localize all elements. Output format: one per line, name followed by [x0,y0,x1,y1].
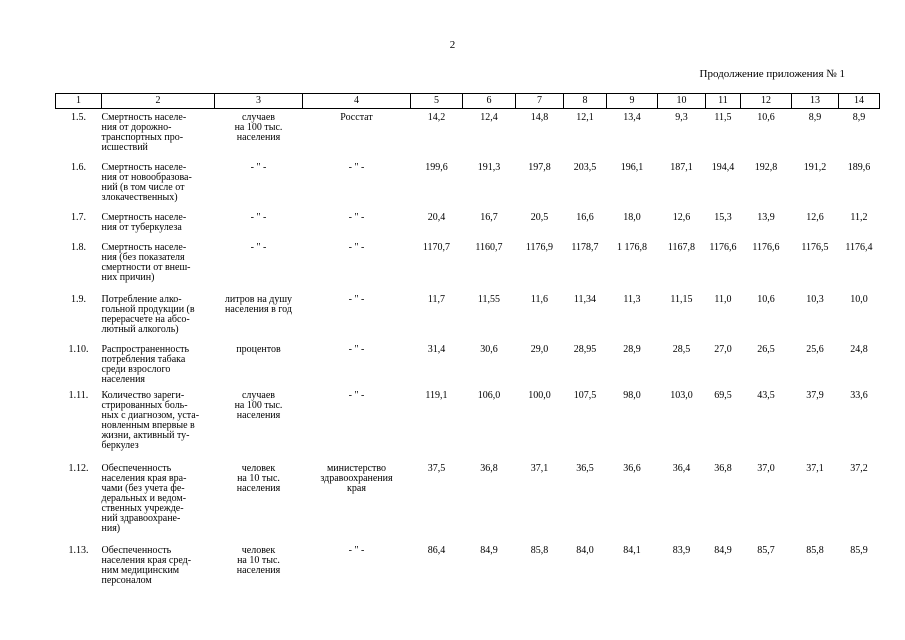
value-cell [792,544,839,596]
value-cell-text: 15,3 [714,211,732,223]
value-cell [839,241,880,293]
value-cell [463,109,516,161]
value-cell [516,211,564,241]
row-number-text: 1.6. [71,161,86,173]
header-row [56,94,880,109]
value-cell-text: 84,0 [576,544,594,556]
value-cell [741,211,792,241]
source-cell-text: министерство здравоохранения края [320,462,393,494]
value-cell [411,241,463,293]
value-cell [792,293,839,343]
value-cell [516,389,564,462]
value-cell [564,544,607,596]
unit-cell [215,211,303,241]
value-cell [658,389,706,462]
value-cell-text: 28,5 [672,343,691,355]
value-cell-text: 31,4 [427,343,446,355]
indicator-name [102,462,215,544]
indicator-name-text: Смертность населе- ния от новообразова- ний (в том числе от злокачественных) [101,161,192,203]
indicator-name [102,343,215,389]
value-cell [607,109,658,161]
row-number-text: 1.12. [68,462,89,474]
column-header-6: 6 [463,94,516,109]
value-cell [607,462,658,544]
value-cell [564,389,607,462]
value-cell [607,211,658,241]
source-cell-text: - " - [348,161,365,173]
value-cell-text: 28,95 [573,343,597,355]
value-cell-text: 25,6 [806,343,824,355]
value-cell-text: 69,5 [714,389,732,401]
row-number [56,544,102,596]
column-header-7: 7 [516,94,564,109]
value-cell [706,109,741,161]
value-cell-text: 83,9 [672,544,691,556]
value-cell-text: 85,8 [806,544,824,556]
table-row [56,293,880,343]
row-number [56,211,102,241]
value-cell-text: 33,6 [850,389,868,401]
value-cell-text: 10,6 [757,293,775,305]
value-cell-text: 11,2 [850,211,868,223]
data-table [55,93,880,596]
unit-cell-text: человек на 10 тыс. населения [236,544,281,576]
table-row [56,462,880,544]
value-cell-text: 1176,4 [845,241,873,253]
value-cell [463,544,516,596]
value-cell-text: 37,1 [806,462,824,474]
value-cell-text: 1176,5 [801,241,829,253]
unit-cell-text: человек на 10 тыс. населения [236,462,281,494]
row-number-text: 1.8. [71,241,86,253]
value-cell-text: 36,8 [480,462,498,474]
row-number-text: 1.13. [68,544,89,556]
value-cell-text: 86,4 [427,544,446,556]
value-cell [516,109,564,161]
value-cell-text: 191,2 [803,161,827,173]
value-cell [658,293,706,343]
value-cell [607,241,658,293]
table-body [56,109,880,596]
indicator-name [102,293,215,343]
value-cell [516,343,564,389]
column-header-3: 3 [215,94,303,109]
value-cell-text: 37,0 [757,462,775,474]
value-cell-text: 85,8 [530,544,549,556]
unit-cell [215,462,303,544]
value-cell [564,109,607,161]
value-cell-text: 192,8 [754,161,778,173]
value-cell-text: 13,4 [623,112,641,123]
unit-cell-text: литров на душу населения в год [224,293,293,315]
row-number [56,343,102,389]
value-cell-text: 20,5 [530,211,549,223]
value-cell-text: 16,6 [576,211,594,223]
value-cell [741,241,792,293]
value-cell [607,161,658,211]
value-cell [607,544,658,596]
value-cell-text: 84,9 [714,544,732,556]
unit-cell [215,544,303,596]
table-row [56,343,880,389]
value-cell-text: 84,1 [623,544,641,556]
indicator-name [102,161,215,211]
value-cell [741,293,792,343]
value-cell [706,462,741,544]
value-cell-text: 36,6 [623,462,641,474]
value-cell [839,462,880,544]
value-cell-text: 119,1 [425,389,448,401]
source-cell [303,241,411,293]
value-cell [607,389,658,462]
value-cell [839,544,880,596]
value-cell-text: 1170,7 [422,241,451,253]
value-cell-text: 36,5 [576,462,594,474]
indicator-name [102,241,215,293]
unit-cell [215,389,303,462]
value-cell-text: 8,9 [808,112,822,123]
indicator-name [102,211,215,241]
value-cell-text: 37,1 [530,462,549,474]
value-cell-text: 24,8 [850,343,868,355]
row-number [56,462,102,544]
indicator-name-text: Смертность населе- ния от туберкулеза [101,211,187,233]
value-cell [607,293,658,343]
value-cell [463,211,516,241]
value-cell [463,462,516,544]
source-cell-text: - " - [348,343,365,355]
value-cell [706,544,741,596]
value-cell-text: 100,0 [528,389,551,401]
value-cell [741,389,792,462]
value-cell [792,343,839,389]
source-cell [303,293,411,343]
value-cell [411,109,463,161]
column-header-12: 12 [741,94,792,109]
unit-cell-text: случаев на 100 тыс. населения [234,389,283,421]
value-cell-text: 18,0 [623,211,641,223]
value-cell-text: 11,7 [427,293,446,305]
value-cell [564,211,607,241]
value-cell [463,293,516,343]
value-cell [658,462,706,544]
value-cell-text: 11,15 [670,293,693,305]
page-number: 2 [449,39,456,51]
unit-cell-text: случаев на 100 тыс. населения [234,112,283,143]
value-cell-text: 196,1 [620,161,644,173]
value-cell-text: 11,6 [530,293,549,305]
value-cell-text: 11,3 [623,293,641,305]
value-cell-text: 10,6 [757,112,775,123]
value-cell-text: 1 176,8 [617,241,647,253]
indicator-name-text: Обеспеченность населения края вра- чами (без учета фе- деральных и ведом- ственных учрежде- ний здравоохране- ния) [101,462,187,534]
value-cell [839,211,880,241]
value-cell-text: 30,6 [480,343,498,355]
source-cell-text: - " - [348,389,365,401]
table-row [56,109,880,161]
value-cell [792,389,839,462]
value-cell [516,241,564,293]
value-cell-text: 1176,9 [525,241,554,253]
indicator-name-text: Обеспеченность населения края сред- ним медицинским персоналом [101,544,192,586]
value-cell [658,161,706,211]
value-cell [706,241,741,293]
value-cell-text: 10,3 [806,293,824,305]
value-cell [658,343,706,389]
value-cell [658,109,706,161]
value-cell-text: 37,5 [427,462,446,474]
value-cell-text: 191,3 [477,161,501,173]
value-cell [792,161,839,211]
column-header-1: 1 [56,94,102,109]
value-cell-text: 43,5 [757,389,775,401]
unit-cell [215,343,303,389]
value-cell-text: 27,0 [714,343,732,355]
value-cell-text: 10,0 [850,293,868,305]
unit-cell [215,293,303,343]
value-cell [706,293,741,343]
value-cell-text: 107,5 [573,389,597,401]
value-cell-text: 189,6 [847,161,871,173]
row-number [56,161,102,211]
unit-cell-text: - " - [250,241,267,253]
value-cell-text: 8,9 [852,112,866,123]
value-cell-text: 14,8 [530,112,549,123]
unit-cell [215,161,303,211]
source-cell-text: - " - [348,544,365,556]
value-cell [564,293,607,343]
value-cell-text: 194,4 [711,161,735,173]
value-cell [658,241,706,293]
row-number-text: 1.11. [68,389,89,401]
value-cell [741,544,792,596]
value-cell-text: 11,55 [477,293,501,305]
row-number [56,109,102,161]
value-cell-text: 1178,7 [571,241,599,253]
source-cell [303,211,411,241]
indicator-name [102,544,215,596]
value-cell-text: 20,4 [427,211,446,223]
value-cell-text: 37,2 [850,462,868,474]
value-cell-text: 14,2 [427,112,446,123]
value-cell-text: 1176,6 [709,241,737,253]
value-cell [516,161,564,211]
value-cell-text: 36,8 [714,462,732,474]
value-cell-text: 12,6 [672,211,691,223]
row-number-text: 1.7. [71,211,86,223]
value-cell [741,109,792,161]
column-header-10: 10 [658,94,706,109]
source-cell-text: Росстат [340,112,373,123]
table-row [56,389,880,462]
value-cell [706,389,741,462]
value-cell [564,161,607,211]
source-cell [303,161,411,211]
value-cell [564,241,607,293]
value-cell [706,211,741,241]
source-cell [303,544,411,596]
value-cell-text: 26,5 [757,343,775,355]
row-number [56,389,102,462]
row-number [56,241,102,293]
value-cell-text: 85,9 [850,544,868,556]
value-cell [741,161,792,211]
value-cell-text: 28,9 [623,343,641,355]
unit-cell-text: - " - [250,211,267,223]
row-number-text: 1.9. [71,293,86,305]
value-cell [411,462,463,544]
row-number-text: 1.10. [68,343,89,355]
value-cell [411,161,463,211]
unit-cell-text: процентов [236,343,281,355]
value-cell-text: 84,9 [480,544,498,556]
value-cell-text: 1167,8 [667,241,696,253]
value-cell [792,109,839,161]
value-cell [516,293,564,343]
indicator-name-text: Смертность населе- ния от дорожно- транспортных про- исшествий [101,112,187,153]
indicator-name [102,109,215,161]
value-cell-text: 98,0 [623,389,641,401]
value-cell [516,544,564,596]
value-cell [607,343,658,389]
value-cell-text: 1176,6 [752,241,780,253]
table-row [56,211,880,241]
value-cell-text: 36,4 [672,462,691,474]
value-cell [463,389,516,462]
table-row [56,544,880,596]
value-cell [839,293,880,343]
column-header-14: 14 [839,94,880,109]
value-cell [792,211,839,241]
value-cell-text: 29,0 [530,343,549,355]
value-cell [839,389,880,462]
table-row [56,161,880,211]
appendix-caption: Продолжение приложения № 1 [699,68,845,80]
indicator-name-text: Смертность населе- ния (без показателя смертности от внеш- них причин) [101,241,191,283]
column-header-4: 4 [303,94,411,109]
value-cell [463,161,516,211]
value-cell [411,544,463,596]
source-cell [303,343,411,389]
value-cell-text: 1160,7 [475,241,503,253]
indicator-name-text: Распространенность потребления табака среди взрослого населения [101,343,190,385]
table-row [56,241,880,293]
value-cell-text: 9,3 [675,112,688,123]
source-cell-text: - " - [348,241,365,253]
value-cell [411,343,463,389]
value-cell [658,211,706,241]
value-cell [792,462,839,544]
value-cell [839,161,880,211]
source-cell [303,389,411,462]
value-cell [839,109,880,161]
source-cell [303,462,411,544]
value-cell-text: 106,0 [477,389,501,401]
value-cell [706,161,741,211]
column-header-5: 5 [411,94,463,109]
value-cell-text: 197,8 [528,161,551,173]
value-cell-text: 203,5 [573,161,597,173]
indicator-name-text: Количество зареги- стрированных боль- ных с диагнозом, уста- новленным впервые в жизни, активный ту- беркулез [101,389,200,451]
column-header-2: 2 [102,94,215,109]
value-cell-text: 12,6 [806,211,824,223]
value-cell [839,343,880,389]
value-cell-text: 199,6 [425,161,448,173]
value-cell-text: 12,1 [576,112,594,123]
value-cell-text: 37,9 [806,389,824,401]
value-cell-text: 13,9 [757,211,775,223]
value-cell [411,211,463,241]
indicator-name-text: Потребление алко- гольной продукции (в перерасчете на абсо- лютный алкоголь) [101,293,195,335]
value-cell-text: 16,7 [480,211,498,223]
value-cell [463,241,516,293]
value-cell [516,462,564,544]
value-cell [564,343,607,389]
column-header-11: 11 [706,94,741,109]
row-number-text: 1.5. [71,112,86,123]
value-cell [463,343,516,389]
value-cell [411,293,463,343]
value-cell-text: 85,7 [757,544,775,556]
indicator-name [102,389,215,462]
value-cell [564,462,607,544]
value-cell-text: 11,5 [714,112,732,123]
unit-cell [215,109,303,161]
unit-cell-text: - " - [250,161,267,173]
value-cell [792,241,839,293]
source-cell-text: - " - [348,211,365,223]
row-number [56,293,102,343]
value-cell [741,343,792,389]
value-cell-text: 187,1 [670,161,693,173]
source-cell [303,109,411,161]
value-cell-text: 103,0 [670,389,693,401]
source-cell-text: - " - [348,293,365,305]
unit-cell [215,241,303,293]
value-cell-text: 11,34 [573,293,597,305]
value-cell [411,389,463,462]
column-header-13: 13 [792,94,839,109]
value-cell-text: 12,4 [480,112,498,123]
column-header-8: 8 [564,94,607,109]
value-cell [658,544,706,596]
value-cell-text: 11,0 [714,293,732,305]
value-cell [741,462,792,544]
column-header-9: 9 [607,94,658,109]
value-cell [706,343,741,389]
